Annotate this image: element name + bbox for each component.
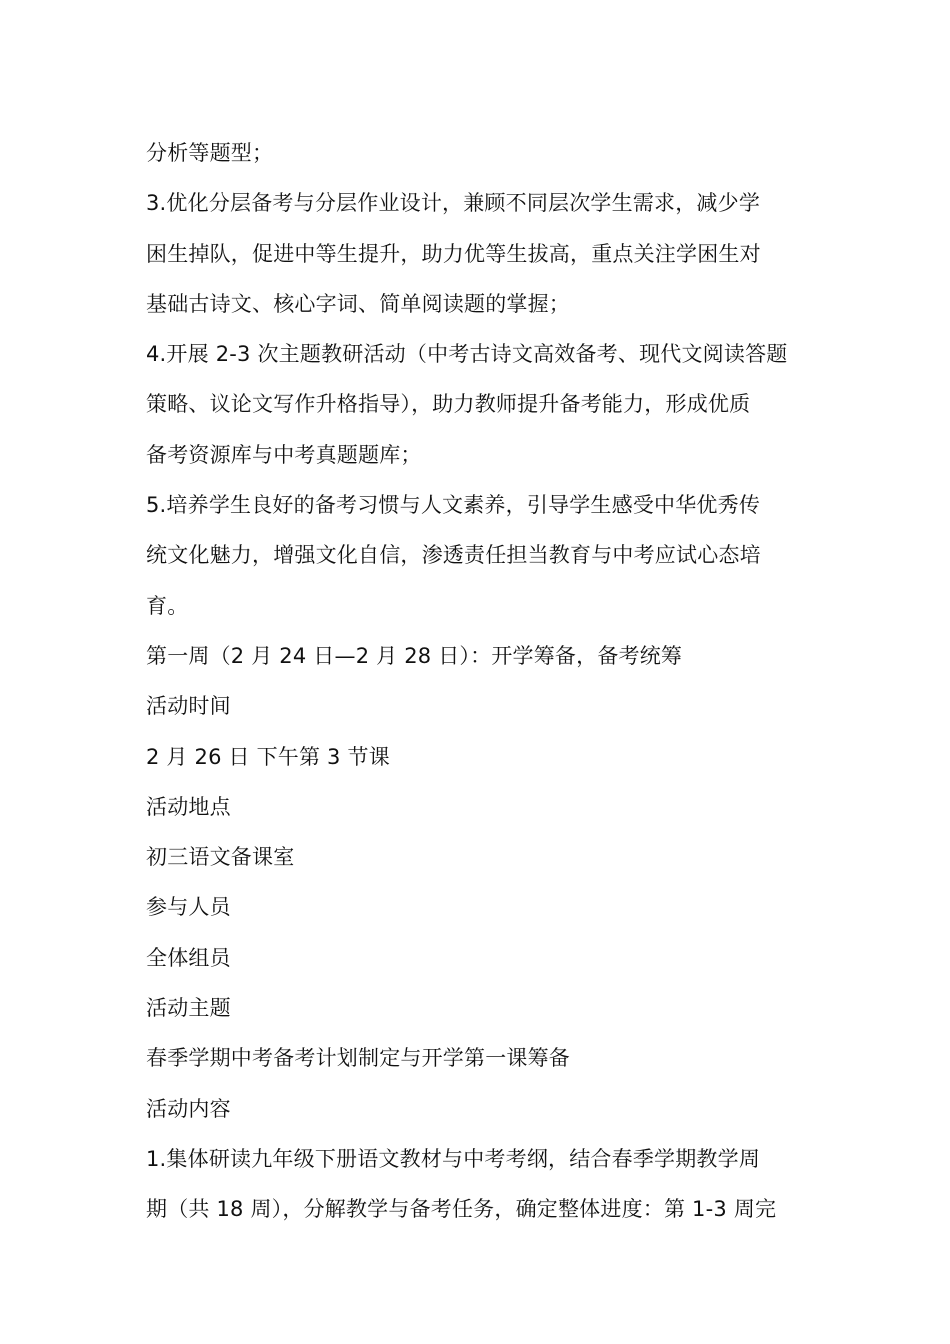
text-line: 育。 xyxy=(146,593,189,618)
field-value-location: 初三语文备课室 xyxy=(146,845,295,870)
document-body xyxy=(146,128,810,1235)
text-line: 4.开展 2-3 次主题教研活动（中考古诗文高效备考、现代文阅读答题 xyxy=(146,342,788,367)
field-value-participants: 全体组员 xyxy=(146,945,231,970)
field-value-time: 2 月 26 日 下午第 3 节课 xyxy=(146,744,390,769)
text-line: 备考资源库与中考真题题库； xyxy=(146,442,422,467)
text-line: 困生掉队，促进中等生提升，助力优等生拔高，重点关注学困生对 xyxy=(146,241,761,266)
field-value-theme: 春季学期中考备考计划制定与开学第一课筹备 xyxy=(146,1046,570,1071)
field-label-time: 活动时间 xyxy=(146,694,231,719)
field-label-location: 活动地点 xyxy=(146,794,231,819)
text-line: 1.集体研读九年级下册语文教材与中考考纲，结合春季学期教学周 xyxy=(146,1146,761,1171)
field-label-participants: 参与人员 xyxy=(146,895,231,920)
field-label-content: 活动内容 xyxy=(146,1096,231,1121)
field-label-theme: 活动主题 xyxy=(146,996,231,1021)
text-line: 统文化魅力，增强文化自信，渗透责任担当教育与中考应试心态培 xyxy=(146,543,761,568)
text-line: 基础古诗文、核心字词、简单阅读题的掌握； xyxy=(146,291,570,316)
section-heading-week-1: 第一周（2 月 24 日—2 月 28 日）：开学筹备，备考统筹 xyxy=(146,643,683,668)
text-line: 分析等题型； xyxy=(146,141,274,165)
text-line: 5.培养学生良好的备考习惯与人文素养，引导学生感受中华优秀传 xyxy=(146,493,761,518)
text-line: 期（共 18 周），分解教学与备考任务，确定整体进度：第 1-3 周完 xyxy=(146,1197,777,1222)
text-line: 3.优化分层备考与分层作业设计，兼顾不同层次学生需求，减少学 xyxy=(146,191,761,216)
text-line: 策略、议论文写作升格指导），助力教师提升备考能力，形成优质 xyxy=(146,392,751,417)
